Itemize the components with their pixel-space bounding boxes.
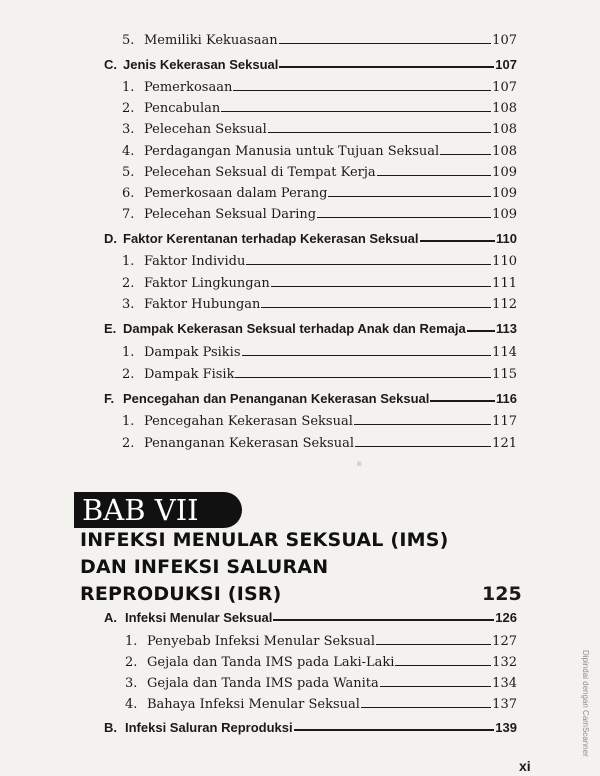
toc-item-text: Memiliki Kekuasaan <box>144 33 278 48</box>
toc-section-page: 107 <box>495 57 517 72</box>
toc-item-text: Pencabulan <box>144 101 221 116</box>
leader-line <box>246 264 491 265</box>
toc-item[interactable] <box>122 101 517 116</box>
toc-section[interactable] <box>104 231 517 246</box>
toc-item-text: Pelecehan Seksual <box>144 122 267 137</box>
toc-section-letter: D. <box>104 231 117 246</box>
toc-section-page: 126 <box>495 610 517 625</box>
toc-item-text: Pemerkosaan <box>144 80 233 95</box>
toc-item[interactable] <box>122 207 517 222</box>
toc-item[interactable] <box>122 254 517 269</box>
toc-item-page: 115 <box>492 367 517 382</box>
toc-item-text: Penyebab Infeksi Menular Seksual <box>147 634 376 649</box>
toc-item-text: Dampak Psikis <box>144 345 241 360</box>
leader-line <box>467 330 495 332</box>
toc-item-number: 2. <box>122 436 135 451</box>
leader-line <box>271 286 491 287</box>
chapter-title-line[interactable]: INFEKSI MENULAR SEKSUAL (IMS) <box>80 529 449 551</box>
toc-item-page: 109 <box>492 186 517 201</box>
toc-item-number: 6. <box>122 186 135 201</box>
toc-item-page: 121 <box>492 436 517 451</box>
leader-line <box>279 43 492 44</box>
toc-item-page: 107 <box>492 80 517 95</box>
toc-item-text: Gejala dan Tanda IMS pada Laki-Laki <box>147 655 395 670</box>
page-number: xi <box>519 758 531 774</box>
toc-item-page: 114 <box>492 345 517 360</box>
toc-section-letter: A. <box>104 610 117 625</box>
toc-item-text: Faktor Hubungan <box>144 297 261 312</box>
toc-item[interactable] <box>122 33 517 48</box>
leader-line <box>420 240 496 242</box>
leader-line <box>317 217 491 218</box>
leader-line <box>395 665 491 666</box>
leader-line <box>380 686 491 687</box>
toc-section-title: Jenis Kekerasan Seksual <box>123 57 279 72</box>
toc-item[interactable] <box>122 122 517 137</box>
toc-item-page: 127 <box>492 634 517 649</box>
leader-line <box>233 90 491 91</box>
toc-item-text: Faktor Individu <box>144 254 246 269</box>
toc-section-page: 116 <box>496 391 517 406</box>
toc-item[interactable] <box>122 297 517 312</box>
toc-section[interactable] <box>104 391 517 406</box>
scanner-watermark-text: Dipindai dengan CamScanner <box>581 650 590 757</box>
leader-line <box>430 400 495 402</box>
toc-item-page: 107 <box>492 33 517 48</box>
toc-item-page: 134 <box>492 676 517 691</box>
toc-item-number: 5. <box>122 165 135 180</box>
toc-section-letter: C. <box>104 57 117 72</box>
toc-item[interactable] <box>122 276 517 291</box>
toc-item-number: 1. <box>125 634 138 649</box>
toc-item-number: 4. <box>122 144 135 159</box>
leader-line <box>355 446 491 447</box>
toc-section-page: 113 <box>496 321 517 336</box>
leader-line <box>361 707 491 708</box>
toc-item-number: 3. <box>125 676 138 691</box>
toc-section[interactable] <box>104 57 517 72</box>
toc-item[interactable] <box>122 367 517 382</box>
toc-section-letter: B. <box>104 720 117 735</box>
leader-line <box>294 729 495 731</box>
toc-item-text: Pelecehan Seksual Daring <box>144 207 317 222</box>
toc-item[interactable] <box>125 634 517 649</box>
bleed-through-text: . <box>355 440 364 473</box>
toc-item-text: Pencegahan Kekerasan Seksual <box>144 414 353 429</box>
toc-item-text: Gejala dan Tanda IMS pada Wanita <box>147 676 379 691</box>
scanner-watermark <box>576 650 592 770</box>
toc-item[interactable] <box>125 676 517 691</box>
toc-item-number: 7. <box>122 207 135 222</box>
toc-section-page: 139 <box>495 720 517 735</box>
toc-item[interactable] <box>122 80 517 95</box>
toc-item-number: 1. <box>122 414 135 429</box>
toc-item-page: 111 <box>492 276 517 291</box>
toc-item-page: 110 <box>492 254 517 269</box>
toc-item-text: Dampak Fisik <box>144 367 235 382</box>
toc-section-title: Pencegahan dan Penanganan Kekerasan Seksual <box>123 391 430 406</box>
toc-item-text: Bahaya Infeksi Menular Seksual <box>147 697 360 712</box>
toc-item[interactable] <box>122 436 517 451</box>
leader-line <box>273 619 494 621</box>
toc-item[interactable] <box>122 414 517 429</box>
toc-item-number: 2. <box>122 276 135 291</box>
toc-item[interactable] <box>125 655 517 670</box>
chapter-page: 125 <box>482 583 522 605</box>
toc-section-letter: E. <box>104 321 117 336</box>
toc-item-number: 2. <box>122 101 135 116</box>
toc-item-number: 3. <box>122 297 135 312</box>
toc-item[interactable] <box>122 165 517 180</box>
toc-item-page: 137 <box>492 697 517 712</box>
toc-section[interactable] <box>104 720 517 735</box>
toc-item-text: Pemerkosaan dalam Perang <box>144 186 328 201</box>
chapter-label: BAB VII <box>74 492 242 528</box>
toc-item-number: 1. <box>122 345 135 360</box>
toc-section[interactable] <box>104 610 517 625</box>
toc-item-page: 132 <box>492 655 517 670</box>
leader-line <box>328 196 491 197</box>
toc-item-number: 4. <box>125 697 138 712</box>
toc-item-text: Pelecehan Seksual di Tempat Kerja <box>144 165 376 180</box>
toc-item[interactable] <box>125 697 517 712</box>
chapter-title-line[interactable]: REPRODUKSI (ISR) <box>80 583 282 605</box>
toc-item-page: 112 <box>492 297 517 312</box>
leader-line <box>221 111 491 112</box>
toc-item[interactable] <box>122 144 517 159</box>
toc-section-title: Dampak Kekerasan Seksual terhadap Anak dan Remaja <box>123 321 466 336</box>
leader-line <box>354 424 491 425</box>
toc-item-number: 1. <box>122 80 135 95</box>
leader-line <box>376 644 491 645</box>
chapter-title-line[interactable]: DAN INFEKSI SALURAN <box>80 556 329 578</box>
toc-item-page: 109 <box>492 165 517 180</box>
toc-item-page: 108 <box>492 101 517 116</box>
toc-section-page: 110 <box>496 231 517 246</box>
toc-item-page: 117 <box>492 414 517 429</box>
leader-line <box>242 355 492 356</box>
leader-line <box>261 307 491 308</box>
toc-item-page: 108 <box>492 122 517 137</box>
toc-item[interactable] <box>122 345 517 360</box>
toc-item-text: Faktor Lingkungan <box>144 276 270 291</box>
leader-line <box>440 154 491 155</box>
toc-section-letter: F. <box>104 391 115 406</box>
toc-section-title: Faktor Kerentanan terhadap Kekerasan Seksual <box>123 231 419 246</box>
leader-line <box>235 377 491 378</box>
toc-item-page: 109 <box>492 207 517 222</box>
toc-item-number: 2. <box>125 655 138 670</box>
toc-section-title: Infeksi Menular Seksual <box>125 610 273 625</box>
toc-item-number: 1. <box>122 254 135 269</box>
toc-item-number: 2. <box>122 367 135 382</box>
leader-line <box>279 66 494 68</box>
toc-item-text: Perdagangan Manusia untuk Tujuan Seksual <box>144 144 440 159</box>
toc-item-number: 3. <box>122 122 135 137</box>
toc-section[interactable] <box>104 321 517 336</box>
leader-line <box>268 132 491 133</box>
leader-line <box>377 175 492 176</box>
toc-item-text: Penanganan Kekerasan Seksual <box>144 436 354 451</box>
toc-item-page: 108 <box>492 144 517 159</box>
toc-item-number: 5. <box>122 33 135 48</box>
toc-section-title: Infeksi Saluran Reproduksi <box>125 720 293 735</box>
toc-item[interactable] <box>122 186 517 201</box>
